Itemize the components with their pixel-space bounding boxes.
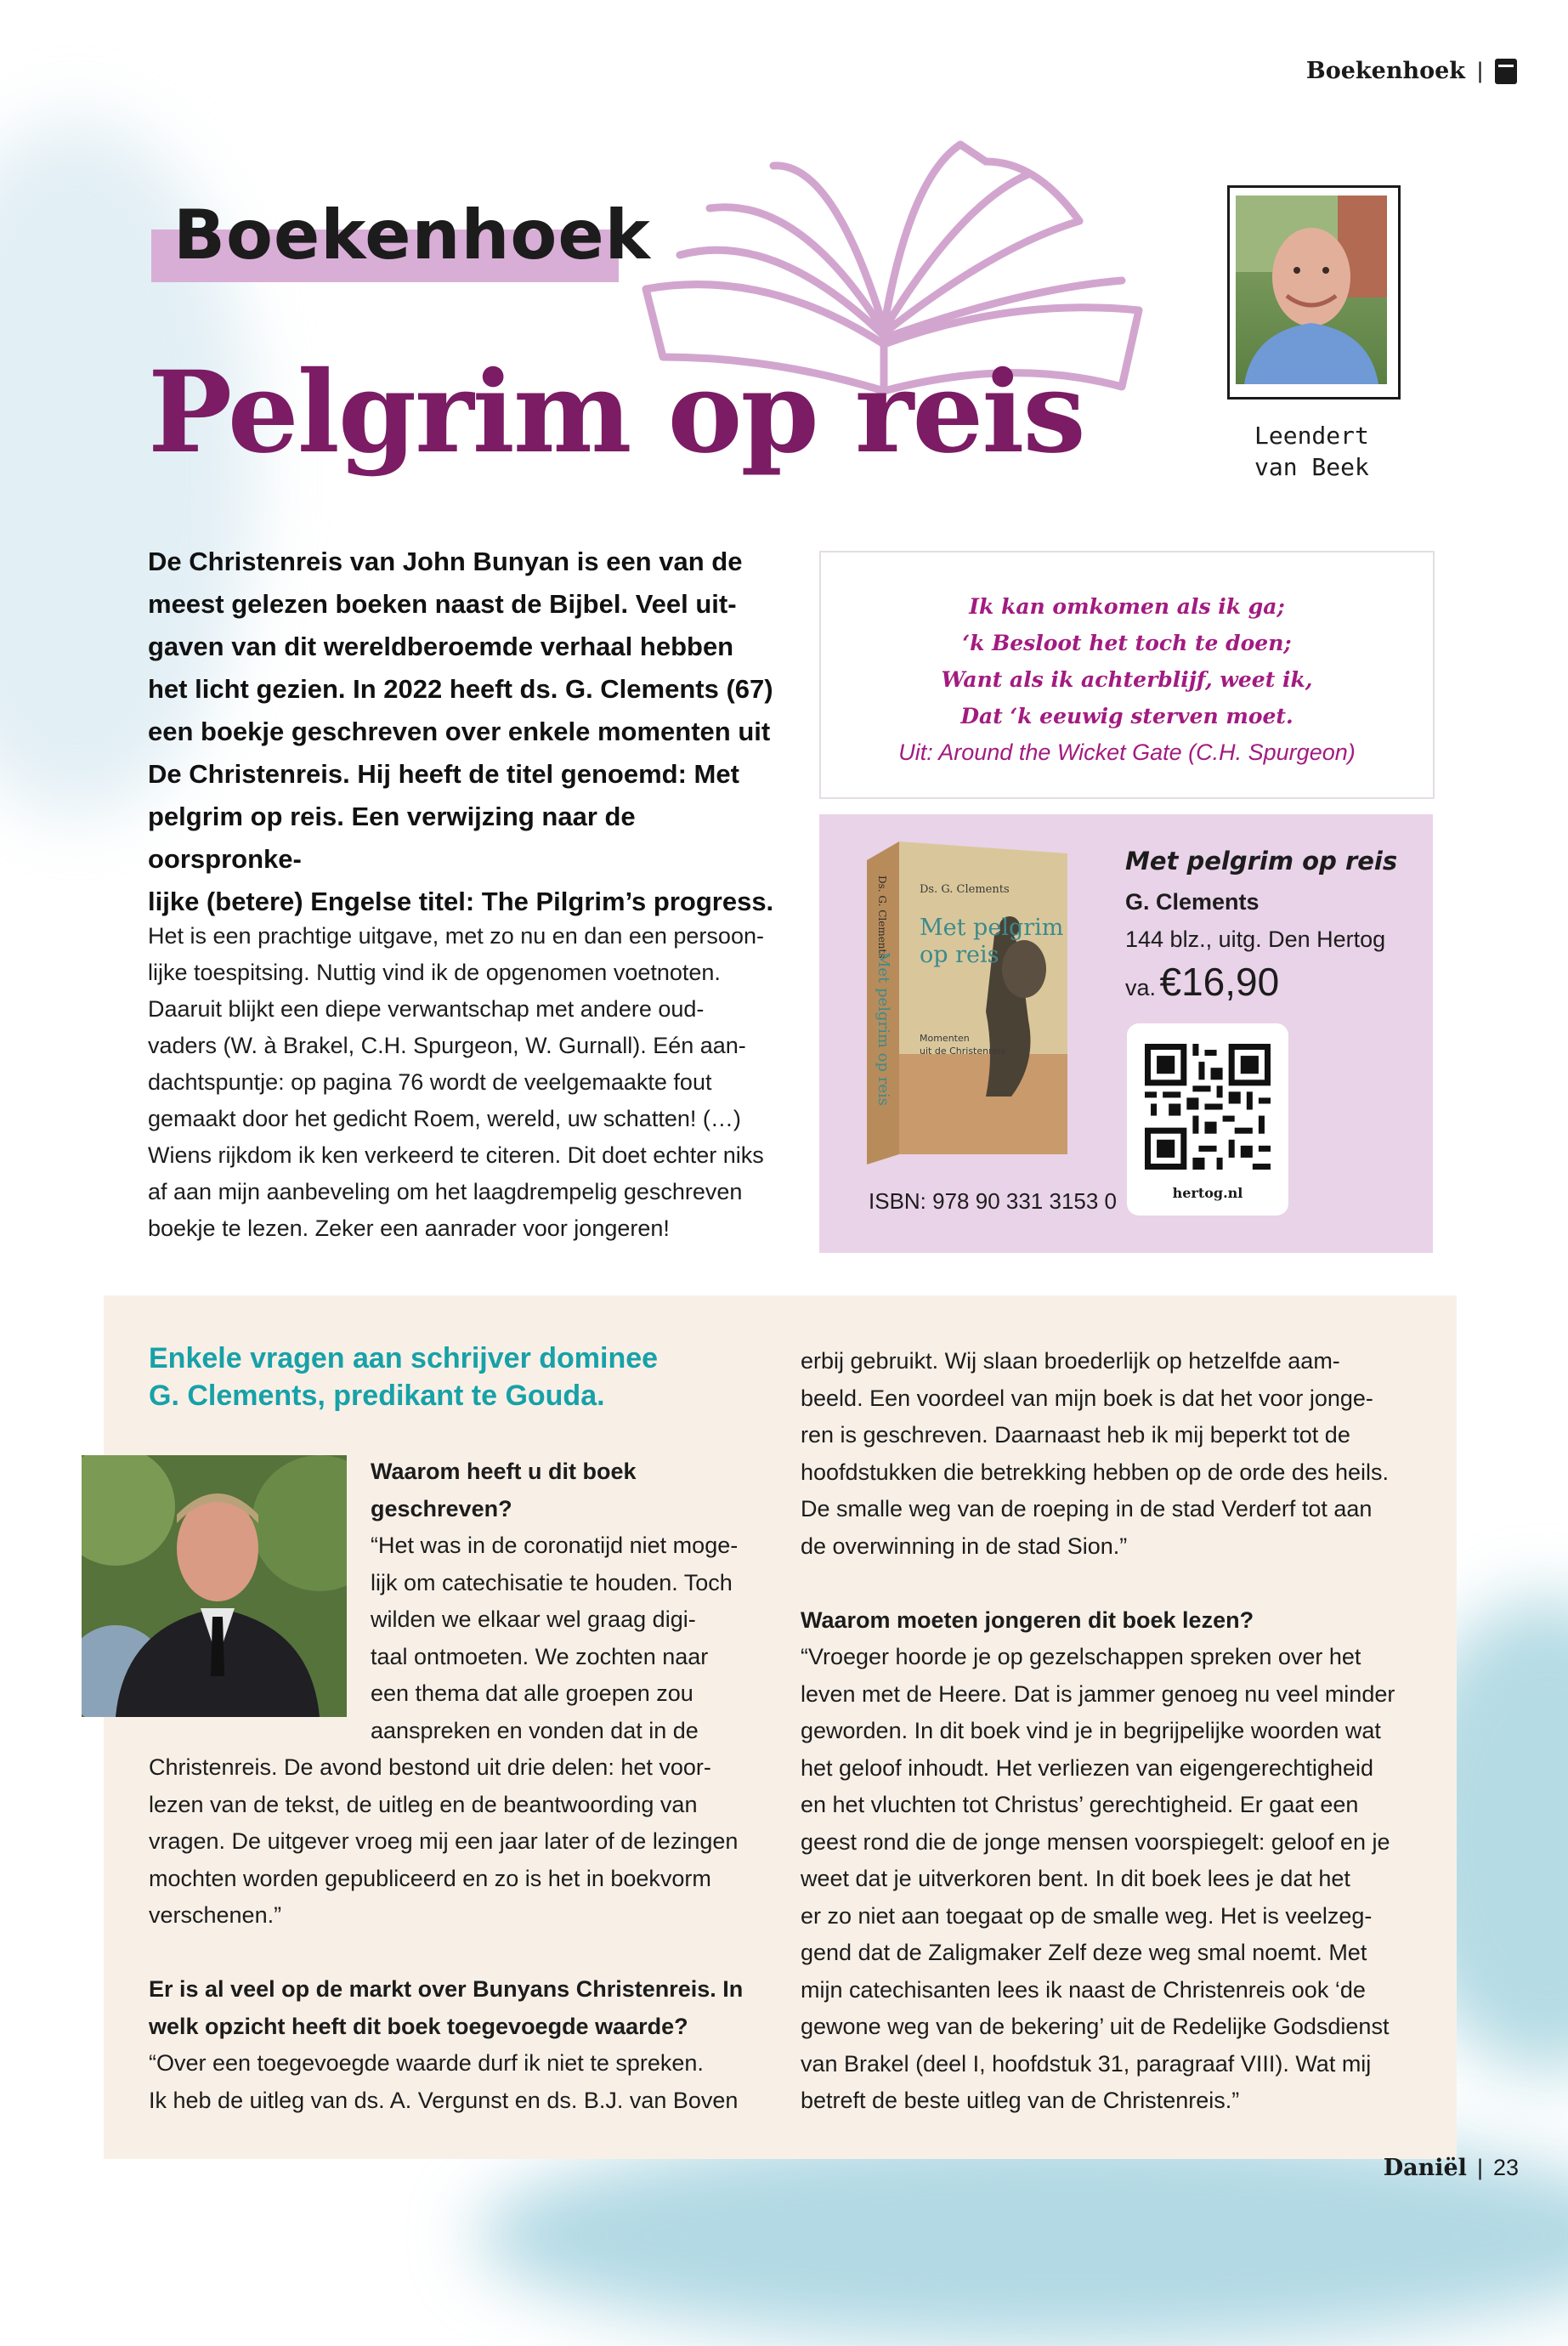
interview-heading (149, 1340, 727, 1414)
running-head-separator: | (1476, 58, 1483, 83)
intro-line: het licht gezien. In 2022 heeft ds. G. Clements (67) (148, 674, 773, 704)
quote-line: ‘k Besloot het toch te doen; (962, 631, 1292, 655)
qr-card[interactable] (1127, 1023, 1288, 1216)
answer-line: mochten worden gepubliceerd en zo is het in boekvorm (149, 1865, 711, 1891)
answer-line: De smalle weg van de roeping in de stad Verderf tot aan (801, 1496, 1373, 1522)
author-name (1254, 420, 1369, 483)
answer-line: het geloof inhoudt. Het verliezen van eigengerechtigheid (801, 1754, 1373, 1781)
quote-line: Ik kan omkomen als ik ga; (969, 594, 1285, 619)
cover-title-2: op reis (920, 942, 999, 968)
interview-heading-line2: G. Clements, predikant te Gouda. (149, 1380, 605, 1412)
review-line: Wiens rijkdom ik ken verkeerd te citeren. Dit doet echter niks (148, 1142, 764, 1168)
price-value: €16,90 (1159, 960, 1280, 1004)
review-line: vaders (W. à Brakel, C.H. Spurgeon, W. Gurnall). Eén aan- (148, 1033, 746, 1058)
author-portrait (1236, 196, 1387, 384)
answer-line: en het vluchten tot Christus’ gerechtigheid. Er gaat een (801, 1792, 1359, 1817)
running-head (1306, 58, 1517, 84)
answer-line: Ik heb de uitleg van ds. A. Vergunst en ds. B.J. van Boven (149, 2087, 739, 2113)
review-line: af aan mijn aanbeveling om het laagdrempelig geschreven (148, 1179, 743, 1204)
cover-subtitle-1: Momenten (920, 1033, 970, 1044)
question-3: welk opzicht heeft dit boek toegevoegde waarde? (149, 2013, 688, 2039)
review-line: Daaruit blijkt een diepe verwantschap met andere oud- (148, 996, 705, 1022)
answer-line: Christenreis. De avond bestond uit drie delen: het voor- (149, 1754, 711, 1780)
answer-line: geest rond die de jonge mensen voorspiegelt: geloof en je (801, 1828, 1390, 1855)
page-footer (1384, 2155, 1519, 2181)
question-4: Waarom moeten jongeren dit boek lezen? (801, 1606, 1254, 1633)
answer-line: lijk om catechisatie te houden. Toch (371, 1569, 733, 1595)
answer-line: hoofdstukken die betrekking hebben op de orde des heils. (801, 1459, 1389, 1485)
question-1: geschreven? (371, 1495, 512, 1522)
author-name-line1: Leendert (1254, 422, 1369, 450)
answer-line: wilden we elkaar wel graag digi- (371, 1606, 696, 1632)
cover-subtitle-2: uit de Christenreis (920, 1046, 1005, 1057)
answer-line: lezen van de tekst, de uitleg en de beantwoording van (149, 1791, 698, 1817)
section-label: Boekenhoek (173, 196, 651, 275)
answer-line: weet dat je uitverkoren bent. In dit boek lees je dat het (801, 1866, 1350, 1891)
interview-left-beside-photo (371, 1454, 778, 1749)
book-cover (867, 842, 1067, 1164)
review-line: boekje te lezen. Zeker een aanrader voor jongeren! (148, 1216, 670, 1241)
answer-line: mijn catechisanten lees ik naast de Christenreis ook ‘de (801, 1976, 1366, 2003)
review-line: lijke toespitsing. Nuttig vind ik de opgenomen voetnoten. (148, 960, 721, 985)
answer-line: taal ontmoeten. We zochten naar (371, 1643, 709, 1669)
intro-line: meest gelezen boeken naast de Bijbel. Veel uit- (148, 589, 737, 619)
review-line: Het is een prachtige uitgave, met zo nu en dan een persoon- (148, 923, 764, 949)
interview-right-column (801, 1343, 1429, 2120)
intro-line: een boekje geschreven over enkele momenten uit (148, 717, 771, 746)
spine-author: Ds. G. Clements (876, 876, 888, 959)
intro-line: pelgrim op reis. Een verwijzing naar de oorspronke- (148, 802, 636, 874)
intro-paragraph (148, 541, 785, 923)
price-prefix: va. (1125, 975, 1157, 1000)
cover-title-1: Met pelgrim (920, 915, 1064, 941)
book-details: 144 blz., uitg. Den Hertog (1125, 926, 1386, 952)
quote-line: Want als ik achterblijf, weet ik, (941, 667, 1313, 692)
magazine-name: Daniël (1383, 2155, 1467, 2181)
book-icon (1495, 59, 1517, 84)
cover-author: Ds. G. Clements (920, 883, 1010, 896)
interview-heading-line1: Enkele vragen aan schrijver dominee (149, 1342, 659, 1374)
author-name-line2: van Beek (1254, 453, 1369, 481)
intro-line: gaven van dit wereldberoemde verhaal hebben (148, 632, 734, 661)
answer-line: “Vroeger hoorde je op gezelschappen spreken over het (801, 1644, 1361, 1669)
quote-box (819, 551, 1435, 799)
answer-line: ren is geschreven. Daarnaast heb ik mij beperkt tot de (801, 1422, 1350, 1448)
running-head-label: Boekenhoek (1305, 58, 1465, 84)
answer-line: gewone weg van de bekering’ uit de Redelijke Godsdienst (801, 2014, 1390, 2039)
interviewee-photo (82, 1455, 347, 1717)
book-author: G. Clements (1125, 889, 1259, 915)
answer-line: leven met de Heere. Dat is jammer genoeg nu veel minder (801, 1680, 1395, 1707)
quote-source: Uit: Around the Wicket Gate (C.H. Spurgeon) (898, 740, 1356, 765)
qr-code[interactable] (1145, 1044, 1271, 1170)
answer-line: van Brakel (deel I, hoofdstuk 31, paragraaf VIII). Wat mij (801, 2050, 1372, 2077)
intro-line: lijke (betere) Engelse titel: The Pilgrim’s progress. (148, 887, 774, 916)
answer-line: erbij gebruikt. Wij slaan broederlijk op hetzelfde aam- (801, 1348, 1340, 1374)
book-isbn: ISBN: 978 90 331 3153 0 (869, 1188, 1118, 1214)
answer-line: verschenen.” (149, 1902, 282, 1928)
answer-line: beeld. Een voordeel van mijn boek is dat het voor jonge- (801, 1385, 1373, 1411)
question-1: Waarom heeft u dit boek (371, 1459, 637, 1484)
review-paragraph (148, 918, 794, 1247)
spine-title: Met pelgrim op reis (875, 952, 892, 1106)
question-3: Er is al veel op de markt over Bunyans Christenreis. In (149, 1976, 744, 2002)
book-price (1125, 959, 1279, 1005)
footer-separator: | (1476, 2155, 1483, 2180)
review-line: gemaakt door het gedicht Roem, wereld, uw schatten! (…) (148, 1106, 741, 1131)
answer-line: “Het was in de coronatijd niet moge- (371, 1533, 739, 1558)
answer-line: er zo niet aan toegaat op de smalle weg. Het is veelzeg- (801, 1902, 1373, 1929)
answer-line: “Over een toegevoegde waarde durf ik niet te spreken. (149, 2050, 704, 2076)
answer-line: een thema dat alle groepen zou (371, 1680, 693, 1706)
answer-line: aanspreken en vonden dat in de (371, 1717, 699, 1743)
interview-left-column (149, 1749, 795, 2119)
review-line: dachtspuntje: op pagina 76 wordt de veelgemaakte fout (148, 1069, 712, 1095)
intro-line: De Christenreis. Hij heeft de titel genoemd: Met (148, 759, 739, 789)
answer-line: vragen. De uitgever vroeg mij een jaar later of de lezingen (149, 1828, 739, 1854)
page-title: Pelgrim op reis (148, 347, 1084, 479)
answer-line: geworden. In dit boek vind je in begrijpelijke woorden wat (801, 1718, 1381, 1743)
answer-line: de overwinning in de stad Sion.” (801, 1533, 1128, 1559)
qr-label[interactable]: hertog.nl (1172, 1185, 1243, 1201)
book-title: Met pelgrim op reis (1125, 847, 1398, 876)
answer-line: betreft de beste uitleg van de Christenreis.” (801, 2088, 1240, 2113)
answer-line: gend dat de Zaligmaker Zelf deze weg smal noemt. Met (801, 1940, 1367, 1965)
intro-line: De Christenreis van John Bunyan is een van de (148, 547, 743, 576)
page-number: 23 (1492, 2155, 1519, 2180)
quote-line: Dat ‘k eeuwig sterven moet. (960, 704, 1293, 728)
